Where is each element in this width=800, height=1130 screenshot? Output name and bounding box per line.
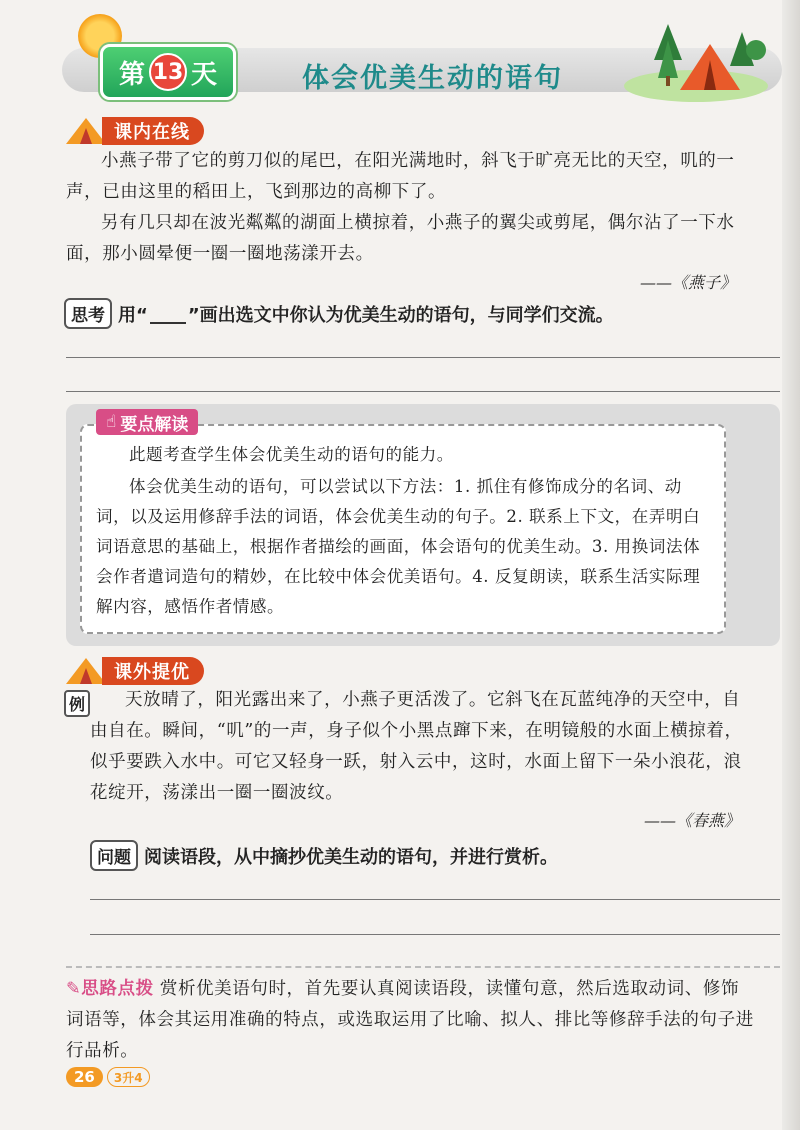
source-citation: ——《春燕》 [644, 811, 741, 830]
day-number: 13 [149, 53, 187, 91]
key-points-label: 要点解读 [120, 414, 189, 435]
page-title: 体会优美生动的语句 [302, 63, 563, 94]
section-label: 课外提优 [102, 657, 204, 685]
reading-paragraph-1: 小燕子带了它的剪刀似的尾巴，在阳光满地时，斜飞于旷亮无比的天空，叽的一声，已由这里的稻田上，飞到那边的高柳下了。 [66, 151, 735, 202]
think-post: ”画出选文中你认为优美生动的语句，与同学们交流。 [187, 304, 614, 326]
grade-badge: 3升4 [107, 1067, 150, 1087]
section-label: 课内在线 [102, 117, 204, 145]
answer-line[interactable] [66, 391, 780, 392]
page-footer [66, 1067, 150, 1087]
key-points-paragraph-1: 此题考查学生体会优美生动的语句的能力。 [129, 445, 454, 464]
underline-blank [150, 304, 186, 324]
question [90, 840, 558, 871]
section-header-extra [64, 656, 204, 686]
day-badge [100, 44, 236, 100]
tip-block [66, 974, 756, 1067]
tip-separator [66, 966, 780, 968]
page-number: 26 [66, 1067, 103, 1087]
key-points-paragraph-2: 体会优美生动的语句，可以尝试以下方法：1. 抓住有修饰成分的名词、动词，以及运用修辞手法的词语，体会优美生动的句子。2. 联系上下文，在弄明白词语意思的基础上，根据作者描绘的画面，体会语句的优美生动。3. 用换词法体会作者遣词造句的精妙，在比较中体会优美语句。4. 反复朗读，联系生活实际理解内容，感悟作者情感。 [96, 477, 701, 616]
question-label: 问题 [90, 840, 138, 871]
source-citation: ——《燕子》 [640, 273, 737, 292]
camping-scene-icon [618, 20, 768, 102]
question-text: 阅读语段，从中摘抄优美生动的语句，并进行赏析。 [144, 846, 558, 868]
hand-icon: ☝ [106, 412, 117, 432]
think-label: 思考 [64, 298, 112, 329]
tip-icon: ✎ [66, 979, 82, 999]
think-pre: 用“ [118, 304, 148, 326]
page-edge [782, 0, 800, 1130]
day-suffix: 天 [191, 59, 218, 90]
example-paragraph: 天放晴了，阳光露出来了，小燕子更活泼了。它斜飞在瓦蓝纯净的天空中，自由自在。瞬间，“叽”的一声，身子似个小黑点蹿下来，在明镜般的水面上横掠着，似乎要跌入水中。可它又轻身一跃，射入云中，这时，水面上留下一朵小浪花，浪花绽开，荡漾出一圈一圈波纹。 [90, 690, 743, 803]
answer-line[interactable] [90, 934, 780, 935]
tip-label: 思路点拨 [81, 979, 154, 999]
answer-line[interactable] [66, 357, 780, 358]
answer-line[interactable] [90, 899, 780, 900]
tip-text: 赏析优美语句时，首先要认真阅读语段，读懂句意，然后选取动词、修饰词语等，体会其运用准确的特点，或选取运用了比喻、拟人、排比等修辞手法的句子进行品析。 [66, 979, 754, 1061]
example-label: 例 [64, 690, 90, 717]
section-header-in-class [64, 116, 204, 146]
day-prefix: 第 [118, 59, 145, 90]
key-points-tag [96, 409, 198, 435]
think-question [64, 298, 614, 329]
reading-paragraph-2: 另有几只却在波光粼粼的湖面上横掠着，小燕子的翼尖或剪尾，偶尔沾了一下水面，那小圆晕便一圈一圈地荡漾开去。 [66, 213, 735, 264]
